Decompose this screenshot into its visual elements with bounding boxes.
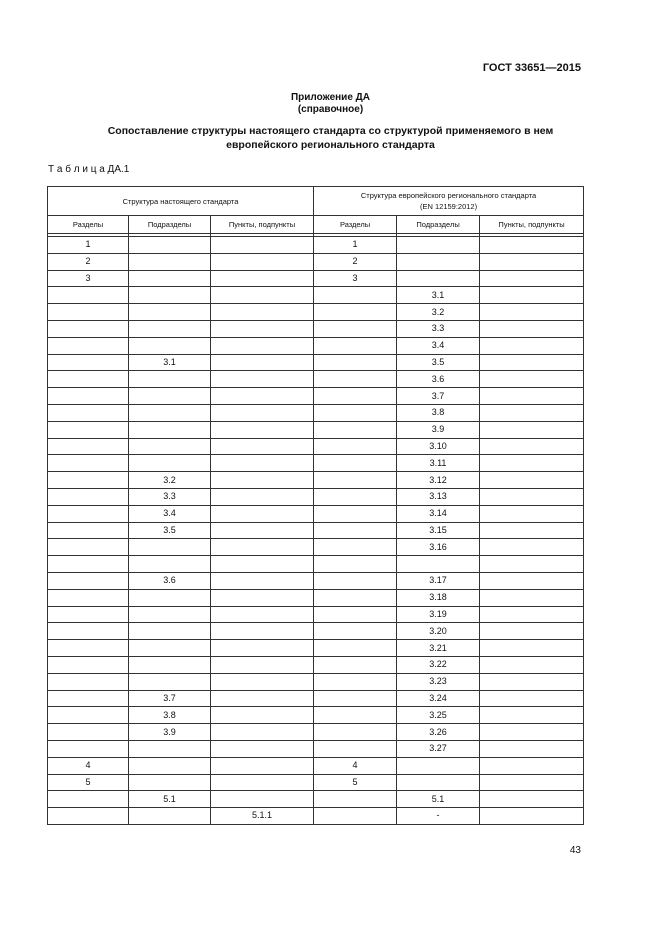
table-cell (480, 371, 584, 388)
table-row (48, 757, 584, 774)
table-cell (314, 589, 397, 606)
table-row (48, 724, 584, 741)
table-cell: 3.25 (397, 707, 480, 724)
table-cell (397, 757, 480, 774)
table-cell (129, 589, 211, 606)
table-cell: 3.9 (129, 724, 211, 741)
table-cell: 3.12 (397, 472, 480, 489)
table-cell (211, 606, 314, 623)
table-cell: 5.1 (397, 791, 480, 808)
table-cell (314, 505, 397, 522)
table-cell (211, 253, 314, 270)
table-cell (48, 404, 129, 421)
table-cell (48, 421, 129, 438)
table-cell: 3.15 (397, 522, 480, 539)
table-cell (314, 421, 397, 438)
table-cell (211, 337, 314, 354)
page-number: 43 (569, 845, 581, 856)
table-cell (129, 253, 211, 270)
table-cell (211, 421, 314, 438)
table-cell: 3.7 (129, 690, 211, 707)
table-cell (480, 253, 584, 270)
table-group-header-row (48, 187, 584, 216)
table-cell (480, 656, 584, 673)
table-cell (480, 472, 584, 489)
table-cell (211, 354, 314, 371)
table-cell (211, 438, 314, 455)
table-row (48, 606, 584, 623)
table-cell: 3.20 (397, 623, 480, 640)
table-cell (129, 371, 211, 388)
table-cell: 3.6 (397, 371, 480, 388)
table-cell (397, 237, 480, 254)
table-cell (211, 572, 314, 589)
table-cell (129, 556, 211, 573)
table-cell (48, 539, 129, 556)
table-cell (48, 673, 129, 690)
table-row (48, 270, 584, 287)
table-cell (48, 690, 129, 707)
table-cell (129, 404, 211, 421)
table-row (48, 774, 584, 791)
table-cell (314, 539, 397, 556)
table-cell (211, 757, 314, 774)
table-cell (211, 791, 314, 808)
table-cell: 3 (48, 270, 129, 287)
table-cell (48, 589, 129, 606)
table-cell (480, 237, 584, 254)
table-cell (211, 237, 314, 254)
table-cell: 2 (48, 253, 129, 270)
table-cell (48, 472, 129, 489)
table-cell (480, 808, 584, 825)
table-row (48, 623, 584, 640)
table-column-header-row (48, 216, 584, 234)
table-cell (314, 522, 397, 539)
table-cell (480, 488, 584, 505)
table-row (48, 690, 584, 707)
table-cell: 3.17 (397, 572, 480, 589)
table-cell: 3.5 (129, 522, 211, 539)
table-cell (48, 606, 129, 623)
table-cell: 5 (48, 774, 129, 791)
table-cell (314, 455, 397, 472)
table-cell (314, 287, 397, 304)
table-row (48, 740, 584, 757)
table-cell (211, 472, 314, 489)
table-cell (397, 253, 480, 270)
table-cell (480, 707, 584, 724)
table-cell (480, 388, 584, 405)
table-row (48, 572, 584, 589)
table-cell (314, 690, 397, 707)
table-cell (314, 623, 397, 640)
annex-heading (40, 124, 621, 152)
table-cell (211, 404, 314, 421)
table-row (48, 404, 584, 421)
table-cell (48, 320, 129, 337)
table-cell (48, 287, 129, 304)
table-cell (129, 287, 211, 304)
group-header-right-line1: Структура европейского регионального стандарта (360, 191, 537, 200)
table-cell (480, 791, 584, 808)
table-cell (480, 640, 584, 657)
table-cell (129, 740, 211, 757)
table-cell (314, 488, 397, 505)
table-row (48, 791, 584, 808)
table-cell (397, 270, 480, 287)
table-row (48, 707, 584, 724)
table-cell (480, 606, 584, 623)
table-cell (480, 320, 584, 337)
table-label: Т а б л и ц а ДА.1 (48, 164, 130, 175)
table-cell (48, 791, 129, 808)
table-cell: 5.1.1 (211, 808, 314, 825)
table-cell (480, 337, 584, 354)
table-cell (129, 438, 211, 455)
standard-designation: ГОСТ 33651—2015 (482, 62, 581, 74)
table-cell (314, 791, 397, 808)
table-row (48, 589, 584, 606)
table-cell (211, 539, 314, 556)
column-header: Пункты, подпункты (211, 216, 314, 234)
table-cell (211, 270, 314, 287)
table-cell: 3.8 (397, 404, 480, 421)
annex-title-block (0, 92, 661, 116)
table-cell (480, 505, 584, 522)
table-cell (314, 707, 397, 724)
annex-title: Приложение ДА (290, 92, 371, 103)
table-cell (480, 589, 584, 606)
table-cell: 3.14 (397, 505, 480, 522)
table-cell (480, 740, 584, 757)
table-row (48, 455, 584, 472)
table-cell (480, 438, 584, 455)
table-row (48, 488, 584, 505)
table-cell (314, 320, 397, 337)
table-cell (48, 505, 129, 522)
table-cell (48, 354, 129, 371)
table-cell: 3.2 (397, 304, 480, 321)
table-row (48, 539, 584, 556)
table-cell (129, 304, 211, 321)
table-cell (129, 606, 211, 623)
table-cell (129, 757, 211, 774)
table-row (48, 556, 584, 573)
table-cell (48, 438, 129, 455)
table-cell (129, 656, 211, 673)
table-cell (314, 438, 397, 455)
table-cell (211, 690, 314, 707)
table-cell (48, 707, 129, 724)
table-cell (480, 690, 584, 707)
table-cell (48, 656, 129, 673)
table-cell: 1 (48, 237, 129, 254)
table-cell (314, 371, 397, 388)
table-cell (480, 354, 584, 371)
table-cell (314, 404, 397, 421)
table-cell (48, 556, 129, 573)
table-cell (480, 539, 584, 556)
table-row (48, 472, 584, 489)
table-cell (129, 623, 211, 640)
table-cell (129, 270, 211, 287)
table-cell (480, 623, 584, 640)
table-cell (314, 640, 397, 657)
table-cell (314, 673, 397, 690)
table-cell (211, 556, 314, 573)
table-cell (211, 488, 314, 505)
table-cell: 3.27 (397, 740, 480, 757)
column-header: Разделы (314, 216, 397, 234)
table-cell: 4 (48, 757, 129, 774)
table-cell (211, 371, 314, 388)
table-cell (480, 421, 584, 438)
table-cell: 3.1 (397, 287, 480, 304)
table-cell: 3.11 (397, 455, 480, 472)
table-cell (314, 656, 397, 673)
table-cell (480, 404, 584, 421)
table-row (48, 354, 584, 371)
table-cell (314, 808, 397, 825)
table-row (48, 808, 584, 825)
table-cell: 3.8 (129, 707, 211, 724)
table-cell (48, 740, 129, 757)
table-cell (480, 287, 584, 304)
table-cell (48, 623, 129, 640)
table-cell (48, 724, 129, 741)
table-cell (48, 572, 129, 589)
table-cell (129, 237, 211, 254)
table-cell (211, 623, 314, 640)
table-cell (211, 673, 314, 690)
table-cell (48, 304, 129, 321)
column-header: Разделы (48, 216, 129, 234)
table-cell (129, 455, 211, 472)
table-cell (314, 572, 397, 589)
table-cell (480, 455, 584, 472)
table-cell (480, 270, 584, 287)
table-row (48, 337, 584, 354)
table-cell (314, 354, 397, 371)
table-row (48, 388, 584, 405)
table-cell (211, 589, 314, 606)
table-cell: 5 (314, 774, 397, 791)
table-cell (129, 388, 211, 405)
table-cell: 3.21 (397, 640, 480, 657)
table-row (48, 253, 584, 270)
table-cell (129, 320, 211, 337)
table-cell: 3.24 (397, 690, 480, 707)
table-cell (129, 337, 211, 354)
comparison-table (47, 186, 584, 825)
table-cell (48, 488, 129, 505)
table-cell (211, 640, 314, 657)
table-cell (211, 707, 314, 724)
table-row (48, 640, 584, 657)
table-cell: 3.4 (397, 337, 480, 354)
table-cell: 3.19 (397, 606, 480, 623)
table-cell (314, 606, 397, 623)
table-cell (48, 522, 129, 539)
table-cell: 3.4 (129, 505, 211, 522)
table-cell (48, 455, 129, 472)
table-cell (480, 757, 584, 774)
table-cell: 3.16 (397, 539, 480, 556)
table-cell (129, 640, 211, 657)
table-cell (314, 388, 397, 405)
table-cell (480, 304, 584, 321)
heading-line-2: европейского регионального стандарта (226, 139, 435, 151)
table-cell (480, 556, 584, 573)
table-cell: 3.23 (397, 673, 480, 690)
group-header-right (314, 187, 584, 216)
table-cell (211, 724, 314, 741)
table-cell (211, 774, 314, 791)
table-cell (211, 505, 314, 522)
table-row (48, 656, 584, 673)
table-cell (480, 774, 584, 791)
group-header-right-line2: (EN 12159:2012) (419, 202, 478, 211)
table-cell: 3 (314, 270, 397, 287)
column-header: Подразделы (129, 216, 211, 234)
table-row (48, 320, 584, 337)
table-cell (397, 556, 480, 573)
heading-line-1: Сопоставление структуры настоящего стандарта со структурой применяемого в нем (107, 125, 554, 137)
table-cell (211, 455, 314, 472)
table-cell (129, 808, 211, 825)
table-row (48, 522, 584, 539)
table-cell (48, 388, 129, 405)
table-cell (211, 522, 314, 539)
table-cell: 3.18 (397, 589, 480, 606)
table-cell: 3.9 (397, 421, 480, 438)
table-cell: 2 (314, 253, 397, 270)
table-cell: 3.6 (129, 572, 211, 589)
table-cell (129, 673, 211, 690)
annex-subtitle: (справочное) (297, 104, 364, 115)
table-row (48, 371, 584, 388)
table-cell: 3.26 (397, 724, 480, 741)
table-cell (129, 421, 211, 438)
table-cell (211, 304, 314, 321)
table-cell: 3.22 (397, 656, 480, 673)
table-row (48, 304, 584, 321)
table-cell (314, 337, 397, 354)
table-row (48, 673, 584, 690)
table-cell: 3.5 (397, 354, 480, 371)
table-cell (480, 572, 584, 589)
group-header-left: Структура настоящего стандарта (48, 187, 314, 216)
table-cell: 3.2 (129, 472, 211, 489)
table-cell: 3.10 (397, 438, 480, 455)
table-cell (211, 656, 314, 673)
table-cell (48, 640, 129, 657)
table-row (48, 505, 584, 522)
table-cell: 1 (314, 237, 397, 254)
table-row (48, 287, 584, 304)
table-cell (48, 371, 129, 388)
table-cell: 3.3 (129, 488, 211, 505)
table-cell: 3.7 (397, 388, 480, 405)
table-cell (129, 539, 211, 556)
column-header: Подразделы (397, 216, 480, 234)
table-cell: 3.13 (397, 488, 480, 505)
table-cell (314, 304, 397, 321)
table-cell: 5.1 (129, 791, 211, 808)
table-cell (314, 472, 397, 489)
table-cell (397, 774, 480, 791)
table-cell (314, 740, 397, 757)
table-cell: 3.3 (397, 320, 480, 337)
table-cell (129, 774, 211, 791)
table-cell: 3.1 (129, 354, 211, 371)
table-row (48, 438, 584, 455)
table-cell (211, 388, 314, 405)
table-cell (314, 724, 397, 741)
table-cell (211, 320, 314, 337)
column-header: Пункты, подпункты (480, 216, 584, 234)
table-cell (48, 808, 129, 825)
table-cell (211, 740, 314, 757)
table-cell: - (397, 808, 480, 825)
table-cell (480, 724, 584, 741)
table-cell (314, 556, 397, 573)
table-cell (48, 337, 129, 354)
table-cell (211, 287, 314, 304)
table-row (48, 237, 584, 254)
table-cell: 4 (314, 757, 397, 774)
table-cell (480, 522, 584, 539)
table-cell (480, 673, 584, 690)
table-row (48, 421, 584, 438)
